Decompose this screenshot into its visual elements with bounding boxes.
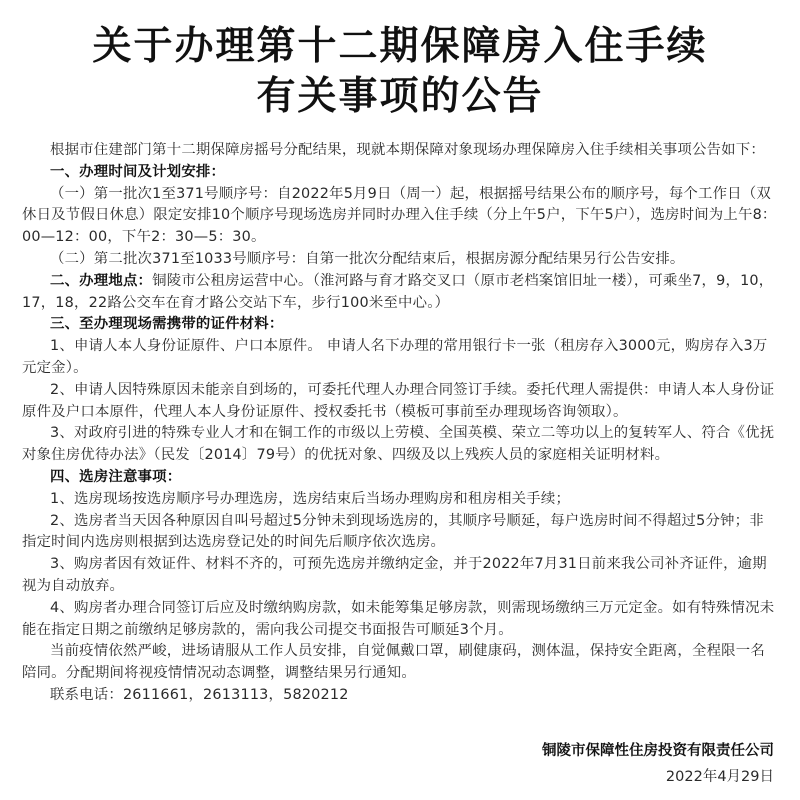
section2-heading: 二、办理地点： [50,272,153,289]
section4-item-4: 4、购房者办理合同签订后应及时缴纳购房款，如未能筹集足够房款，则需现场缴纳三万元定金。如有特殊情况未能在指定日期之前缴纳足够房款的，需向我公司提交书面报告可顺延3个月。 [22,599,775,638]
announcement-body [22,140,778,707]
contact-phone: 联系电话：2611661，2613113，5820212 [50,686,349,703]
title-line-1: 关于办理第十二期保障房入住手续 [92,24,708,69]
section1-item-1: （一）第一批次1至371号顺序号：自2022年5月9日（周一）起，根据摇号结果公布的顺序号，每个工作日（双休日及节假日休息）限定安排10个顺序号现场选房并同时办理入住手续（分上午5户，下午5户），选房时间为上午8：00—12：00，下午2：30—5：30。 [22,185,777,246]
signature-block [542,738,774,790]
announcement-title [22,22,778,122]
section4-item-1: 1、选房现场按选房顺序号办理选房，选房结束后当场办理购房和租房相关手续； [50,490,571,507]
section2-text: 铜陵市公租房运营中心。（淮河路与育才路交叉口（原市老档案馆旧址一楼），可乘坐7，9，10，17，18，22路公交车在育才路公交站下车，步行100米至中心。） [22,272,774,311]
intro-paragraph: 根据市住建部门第十二期保障房摇号分配结果，现就本期保障对象现场办理保障房入住手续相关事项公告如下： [50,142,765,158]
section3-heading: 三、至办理现场需携带的证件材料： [50,316,284,333]
section4-heading: 四、选房注意事项： [50,468,182,485]
section4-item-2: 2、选房者当天因各种原因自叫号超过5分钟未到现场选房的，其顺序号顺延，每户选房时间不得超过5分钟；非指定时间内选房则根据到达选房登记处的时间先后顺序依次选房。 [22,512,764,551]
section4-item-3: 3、购房者因有效证件、材料不齐的，可预先选房并缴纳定金，并于2022年7月31日前来我公司补齐证件，逾期视为自动放弃。 [22,556,767,594]
title-line-2: 有关事项的公告 [256,74,544,119]
epidemic-notice: 当前疫情依然严峻，进场请服从工作人员安排，自觉佩戴口罩，刷健康码，测体温，保持安全距离，全程限一名陪同。分配期间将视疫情情况动态调整，调整结果另行通知。 [22,643,765,682]
section3-item-1: 1、申请人本人身份证原件、户口本原件。 申请人名下办理的常用银行卡一张（租房存入3000元，购房存入3万元定金）。 [22,338,768,376]
issuer-name: 铜陵市保障性住房投资有限责任公司 [542,743,774,759]
section1-item-2: （二）第二批次371至1033号顺序号：自第一批次分配结束后，根据房源分配结果另行公告安排。 [50,250,685,267]
section3-item-2: 2、申请人因特殊原因未能亲自到场的，可委托代理人办理合同签订手续。委托代理人需提供：申请人本人身份证原件及户口本原件，代理人本人身份证原件、授权委托书（模板可事前至办理现场咨询领取）。 [22,381,775,420]
issue-date: 2022年4月29日 [665,769,774,785]
section1-heading: 一、办理时间及计划安排： [50,163,226,180]
section2-paragraph [22,271,778,315]
section3-item-3: 3、对政府引进的特殊专业人才和在铜工作的市级以上劳模、全国英模、荣立二等功以上的复转军人、符合《优抚对象住房优待办法》（民发〔2014〕79号）的优抚对象、四级及以上残疾人员的家庭相关证明材料。 [22,425,775,464]
